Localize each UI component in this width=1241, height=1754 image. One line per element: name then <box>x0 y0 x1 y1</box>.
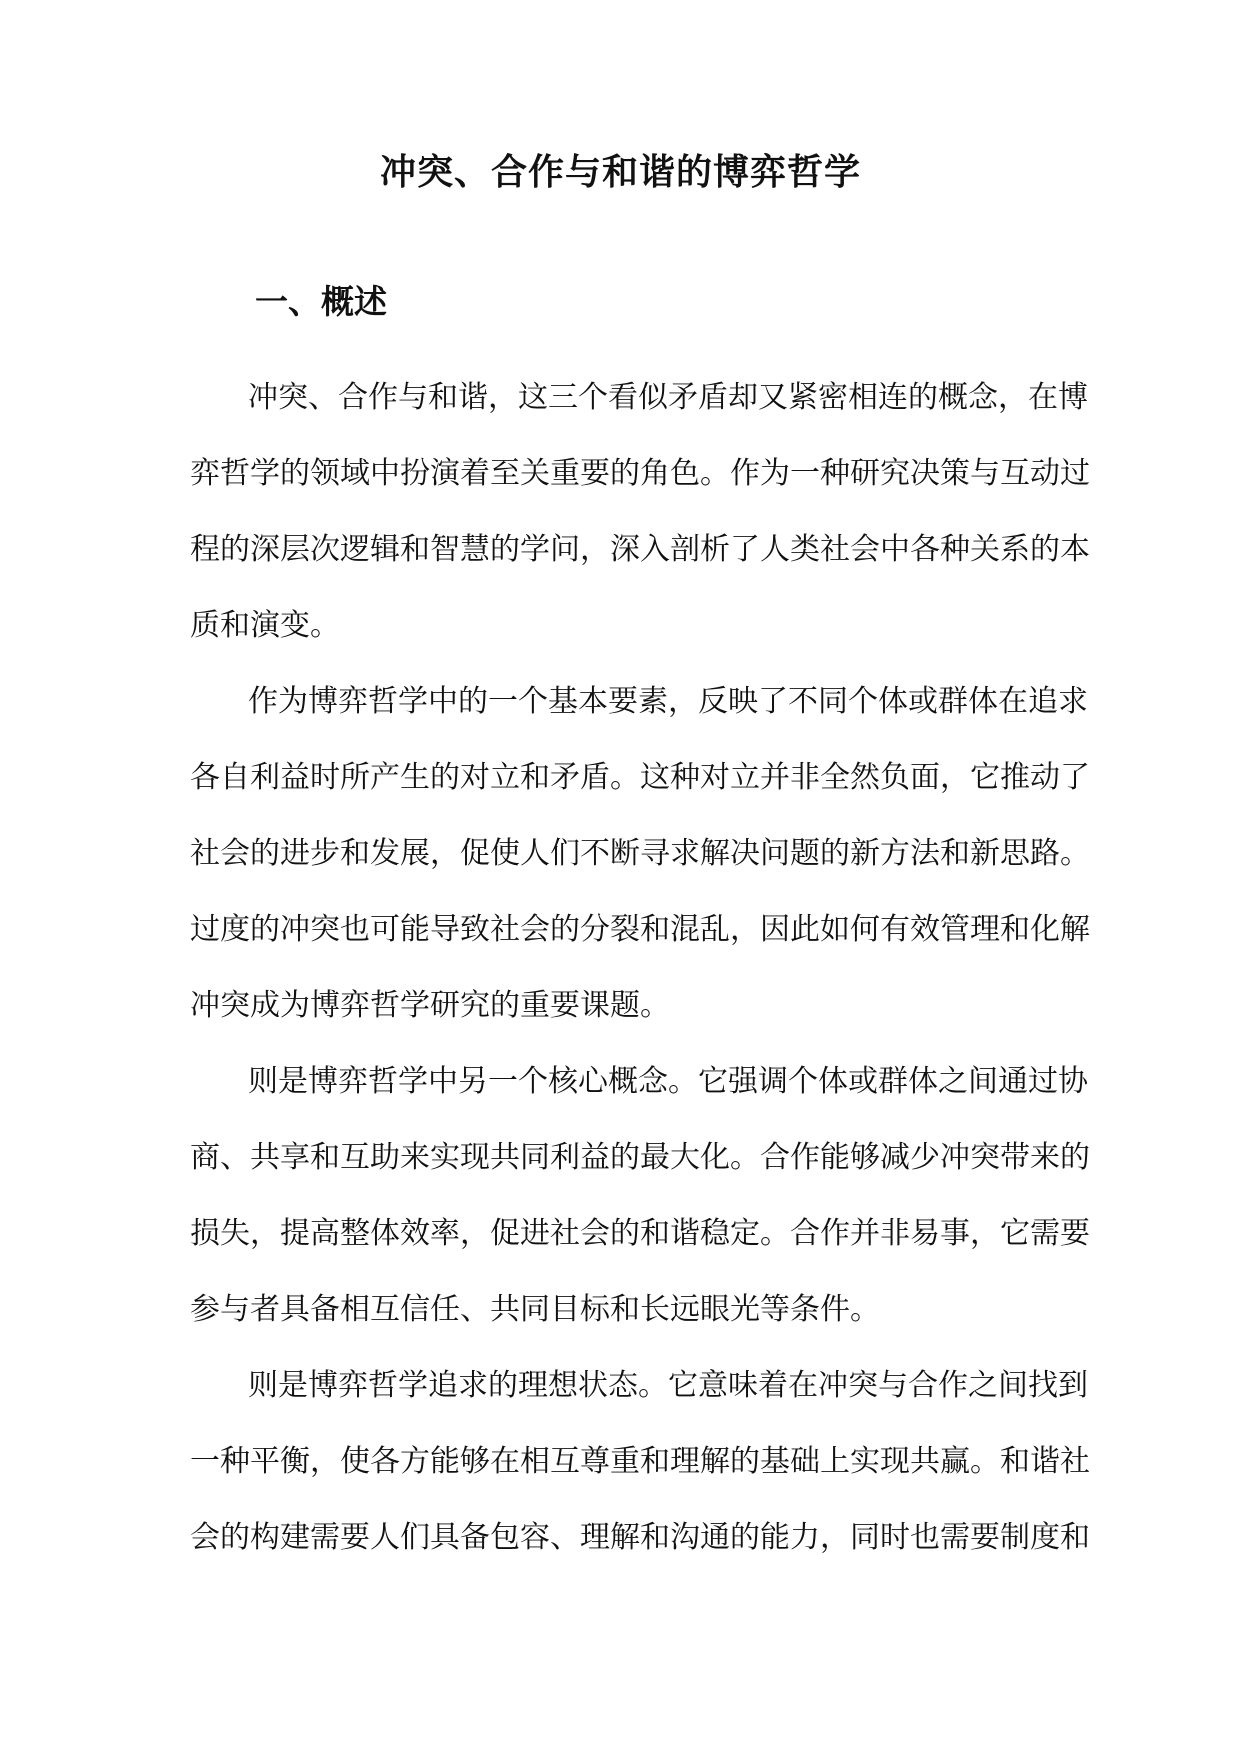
section-heading: 一、概述 <box>255 282 387 321</box>
text-line: 会的构建需要人们具备包容、理解和沟通的能力，同时也需要制度和 <box>190 1520 1090 1555</box>
text-line: 过度的冲突也可能导致社会的分裂和混乱，因此如何有效管理和化解 <box>190 912 1090 947</box>
document-title: 冲突、合作与和谐的博弈哲学 <box>379 151 861 193</box>
text-line: 参与者具备相互信任、共同目标和长远眼光等条件。 <box>190 1292 880 1327</box>
text-line: 一种平衡，使各方能够在相互尊重和理解的基础上实现共赢。和谐社 <box>190 1444 1090 1479</box>
text-line: 质和演变。 <box>190 608 340 643</box>
text-line: 社会的进步和发展，促使人们不断寻求解决问题的新方法和新思路。 <box>190 836 1090 871</box>
text-line: 各自利益时所产生的对立和矛盾。这种对立并非全然负面，它推动了 <box>190 760 1090 795</box>
text-line: 则是博弈哲学中另一个核心概念。它强调个体或群体之间通过协 <box>248 1064 1088 1099</box>
body-text <box>190 360 1090 1576</box>
text-line: 商、共享和互助来实现共同利益的最大化。合作能够减少冲突带来的 <box>190 1140 1090 1175</box>
text-line: 作为博弈哲学中的一个基本要素，反映了不同个体或群体在追求 <box>248 684 1088 719</box>
text-line: 冲突、合作与和谐，这三个看似矛盾却又紧密相连的概念，在博 <box>248 380 1088 415</box>
text-line: 则是博弈哲学追求的理想状态。它意味着在冲突与合作之间找到 <box>248 1368 1088 1403</box>
text-line: 冲突成为博弈哲学研究的重要课题。 <box>190 988 670 1023</box>
text-line: 弈哲学的领域中扮演着至关重要的角色。作为一种研究决策与互动过 <box>190 456 1090 491</box>
text-line: 损失，提高整体效率，促进社会的和谐稳定。合作并非易事，它需要 <box>190 1216 1090 1251</box>
text-line: 程的深层次逻辑和智慧的学问，深入剖析了人类社会中各种关系的本 <box>190 532 1090 567</box>
